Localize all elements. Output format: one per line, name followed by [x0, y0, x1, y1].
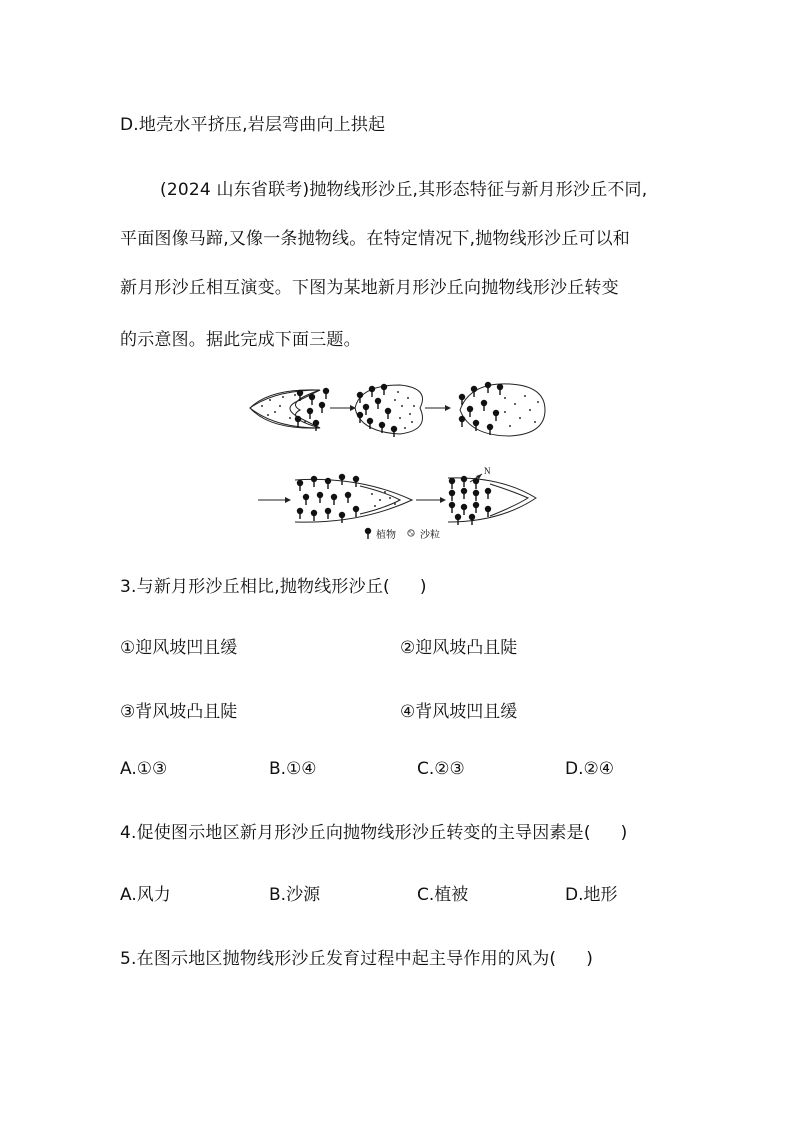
dune-transition-figure [0, 370, 794, 550]
stage-5-dune [448, 476, 536, 525]
stage-2-dune [355, 384, 423, 437]
intro-line-2: 平面图像马蹄,又像一条抛物线。在特定情况下,抛物线形沙丘可以和 [120, 229, 631, 249]
question-3-text: 3.与新月形沙丘相比,抛物线形沙丘( [120, 577, 390, 597]
q3-choice-a[interactable]: A.①③ [120, 759, 168, 779]
q3-item-3: ③背风坡凸且陡 [120, 702, 238, 722]
intro-line-4: 的示意图。据此完成下面三题。 [120, 330, 361, 350]
stage-3-dune [459, 382, 545, 436]
legend-plant-label: 植物 [376, 530, 396, 541]
legend-sand-label: 沙粒 [420, 530, 440, 541]
intro-line-1: (2024 山东省联考)抛物线形沙丘,其形态特征与新月形沙丘不同, [160, 180, 648, 200]
question-4-text: 4.促使图示地区新月形沙丘向抛物线形沙丘转变的主导因素是( [120, 823, 591, 843]
previous-option-d: D.地壳水平挤压,岩层弯曲向上拱起 [120, 115, 386, 135]
q4-choice-a[interactable]: A.风力 [120, 885, 171, 905]
question-5-text: 5.在图示地区抛物线形沙丘发育过程中起主导作用的风为( [120, 949, 557, 969]
question-4-stem [120, 818, 628, 843]
figure-legend [365, 528, 440, 541]
stage-1-dune [250, 388, 329, 431]
q3-item-1: ①迎风坡凹且缓 [120, 638, 238, 658]
question-3-stem [120, 572, 427, 597]
question-5-stem [120, 944, 593, 969]
q3-choice-d[interactable]: D.②④ [565, 759, 614, 779]
q3-choice-b[interactable]: B.①④ [269, 759, 317, 779]
question-4-close: ) [620, 823, 628, 843]
intro-line-3: 新月形沙丘相互演变。下图为某地新月形沙丘向抛物线形沙丘转变 [120, 278, 619, 298]
north-label: N [484, 466, 491, 476]
q3-item-4: ④背风坡凹且缓 [400, 702, 518, 722]
q3-choice-c[interactable]: C.②③ [417, 759, 465, 779]
question-5-close: ) [586, 949, 594, 969]
q4-choice-c[interactable]: C.植被 [417, 885, 469, 905]
question-3-close: ) [419, 577, 427, 597]
q4-choice-b[interactable]: B.沙源 [269, 885, 321, 905]
q3-item-2: ②迎风坡凸且陡 [400, 638, 518, 658]
q4-choice-d[interactable]: D.地形 [565, 885, 618, 905]
stage-4-dune [295, 474, 412, 523]
